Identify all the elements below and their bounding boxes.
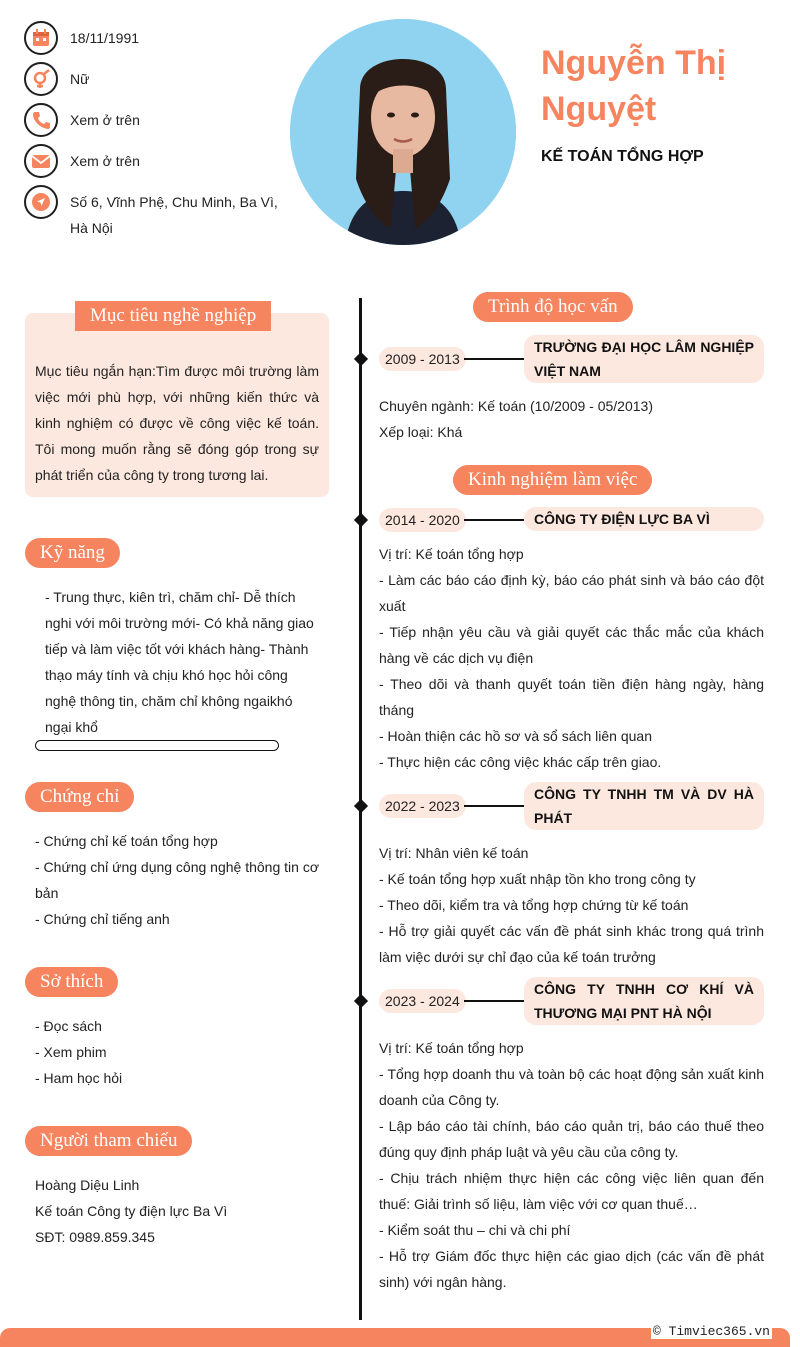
job-line: - Hoàn thiện các hồ sơ và sổ sách liên quan — [379, 728, 653, 744]
timeline-marker — [354, 799, 368, 813]
hobbies-list — [35, 1013, 325, 1091]
hobby-item: - Xem phim — [35, 1044, 107, 1060]
gender-text: Nữ — [70, 71, 90, 87]
address-line-2: Hà Nội — [70, 220, 113, 236]
job-period: 2022 - 2023 — [379, 794, 466, 818]
job-line: - Tiếp nhận yêu cầu và giải quyết các thắc mắc của khách hàng về các dịch vụ điện — [379, 624, 764, 666]
objective-title: Mục tiêu nghề nghiệp — [75, 301, 271, 331]
job-company: CÔNG TY TNHH TM VÀ DV HÀ PHÁT — [524, 782, 764, 830]
objective-text: Mục tiêu ngắn hạn:Tìm được môi trường làm việc mới phù hợp, với những kiến thức và kinh nghiệm có được về công việc kế toán. Tôi mong muốn rằng sẽ đóng góp trong sự phát triển của công ty trong tương lai. — [35, 363, 319, 483]
name-line-1: Nguyễn Thị — [541, 44, 727, 82]
contact-email — [24, 144, 140, 178]
references-block — [35, 1172, 325, 1250]
reference-name: Hoàng Diệu Linh — [35, 1177, 140, 1193]
email-icon — [24, 144, 58, 178]
job-line: - Chịu trách nhiệm thực hiện các công việc liên quan đến thuế: Giải trình số liệu, làm việc với cơ quan thuế… — [379, 1170, 764, 1212]
timeline-marker — [354, 352, 368, 366]
job-line: - Làm các báo cáo định kỳ, báo cáo phát sinh và báo cáo đột xuất — [379, 572, 764, 614]
job-description — [379, 1035, 764, 1295]
skills-title: Kỹ năng — [25, 538, 120, 568]
connector-line — [464, 358, 524, 360]
job-line: - Lập báo cáo tài chính, báo cáo quản trị, báo cáo thuế theo đúng quy định pháp luật và yêu cầu của công ty. — [379, 1118, 764, 1160]
job-line: - Kiểm soát thu – chi và chi phí — [379, 1222, 571, 1238]
timeline-marker — [354, 994, 368, 1008]
experience-title: Kinh nghiệm làm việc — [453, 465, 652, 495]
contact-birthday — [24, 21, 139, 55]
job-period: 2023 - 2024 — [379, 989, 466, 1013]
email-text: Xem ở trên — [70, 153, 140, 169]
profile-photo — [290, 19, 516, 245]
name-line-2: Nguyệt — [541, 90, 657, 128]
job-description — [379, 840, 764, 970]
connector-line — [464, 519, 524, 521]
job-company: CÔNG TY TNHH CƠ KHÍ VÀ THƯƠNG MẠI PNT HÀ NỘI — [524, 977, 764, 1025]
job-title: KẾ TOÁN TỔNG HỢP — [541, 148, 704, 165]
contact-address — [24, 185, 278, 241]
contact-phone — [24, 103, 140, 137]
education-period: 2009 - 2013 — [379, 347, 466, 371]
education-major: Chuyên ngành: Kế toán (10/2009 - 05/2013) — [379, 398, 653, 414]
timeline-marker — [354, 513, 368, 527]
skills-scrollbar[interactable] — [35, 740, 279, 751]
job-line: - Tổng hợp doanh thu và toàn bộ các hoạt động sản xuất kinh doanh của Công ty. — [379, 1066, 764, 1108]
location-icon — [24, 185, 58, 219]
certificate-item: - Chứng chỉ ứng dụng công nghệ thông tin cơ bản — [35, 859, 319, 901]
job-line: Vị trí: Nhân viên kế toán — [379, 845, 529, 861]
address-text — [70, 185, 278, 241]
certificate-item: - Chứng chỉ tiếng anh — [35, 911, 170, 927]
job-line: - Kế toán tổng hợp xuất nhập tồn kho trong công ty — [379, 871, 696, 887]
job-line: - Hỗ trợ Giám đốc thực hiện các giao dịch (các vấn đề phát sinh) với ngân hàng. — [379, 1248, 764, 1290]
education-school: TRƯỜNG ĐẠI HỌC LÂM NGHIỆP VIỆT NAM — [524, 335, 764, 383]
certificate-item: - Chứng chỉ kế toán tổng hợp — [35, 833, 218, 849]
contact-gender — [24, 62, 89, 96]
job-company: CÔNG TY ĐIỆN LỰC BA VÌ — [524, 507, 764, 531]
education-rank: Xếp loại: Khá — [379, 424, 463, 440]
hobbies-title: Sở thích — [25, 967, 118, 997]
job-line: Vị trí: Kế toán tổng hợp — [379, 1040, 524, 1056]
connector-line — [464, 805, 524, 807]
education-title: Trình độ học vấn — [473, 292, 633, 322]
job-line: - Hỗ trợ giải quyết các vấn đề phát sinh khác trong quá trình làm việc dưới sự chỉ đạo của kế toán trưởng — [379, 923, 764, 965]
certificates-list — [35, 828, 325, 932]
job-line: - Theo dõi và thanh quyết toán tiền điện hàng ngày, hàng tháng — [379, 676, 764, 718]
connector-line — [464, 1000, 524, 1002]
references-title: Người tham chiếu — [25, 1126, 192, 1156]
education-details — [379, 393, 764, 445]
job-period: 2014 - 2020 — [379, 508, 466, 532]
job-line: - Theo dõi, kiểm tra và tổng hợp chứng từ kế toán — [379, 897, 689, 913]
job-line: - Thực hiện các công việc khác cấp trên giao. — [379, 754, 662, 770]
reference-phone: SĐT: 0989.859.345 — [35, 1229, 155, 1245]
gender-icon — [24, 62, 58, 96]
job-line: Vị trí: Kế toán tổng hợp — [379, 546, 524, 562]
birthday-text: 18/11/1991 — [70, 30, 140, 46]
address-line-1: Số 6, Vĩnh Phệ, Chu Minh, Ba Vì, — [70, 194, 278, 210]
certificates-title: Chứng chỉ — [25, 782, 134, 812]
skills-text: - Trung thực, kiên trì, chăm chỉ- Dễ thích nghi với môi trường mới- Có khả năng giao tiếp và làm việc tốt với khách hàng- Thành thạo máy tính và chịu khó học hỏi công nghệ thông tin, chăm chỉ không ngaikhó ngại khổ — [45, 589, 314, 735]
footer-watermark: © Timviec365.vn — [652, 1324, 770, 1339]
hobby-item: - Ham học hỏi — [35, 1070, 123, 1086]
reference-position: Kế toán Công ty điện lực Ba Vì — [35, 1203, 228, 1219]
phone-text: Xem ở trên — [70, 112, 140, 128]
candidate-name — [541, 40, 781, 132]
job-description — [379, 541, 764, 775]
hobby-item: - Đọc sách — [35, 1018, 102, 1034]
calendar-icon — [24, 21, 58, 55]
phone-icon — [24, 103, 58, 137]
